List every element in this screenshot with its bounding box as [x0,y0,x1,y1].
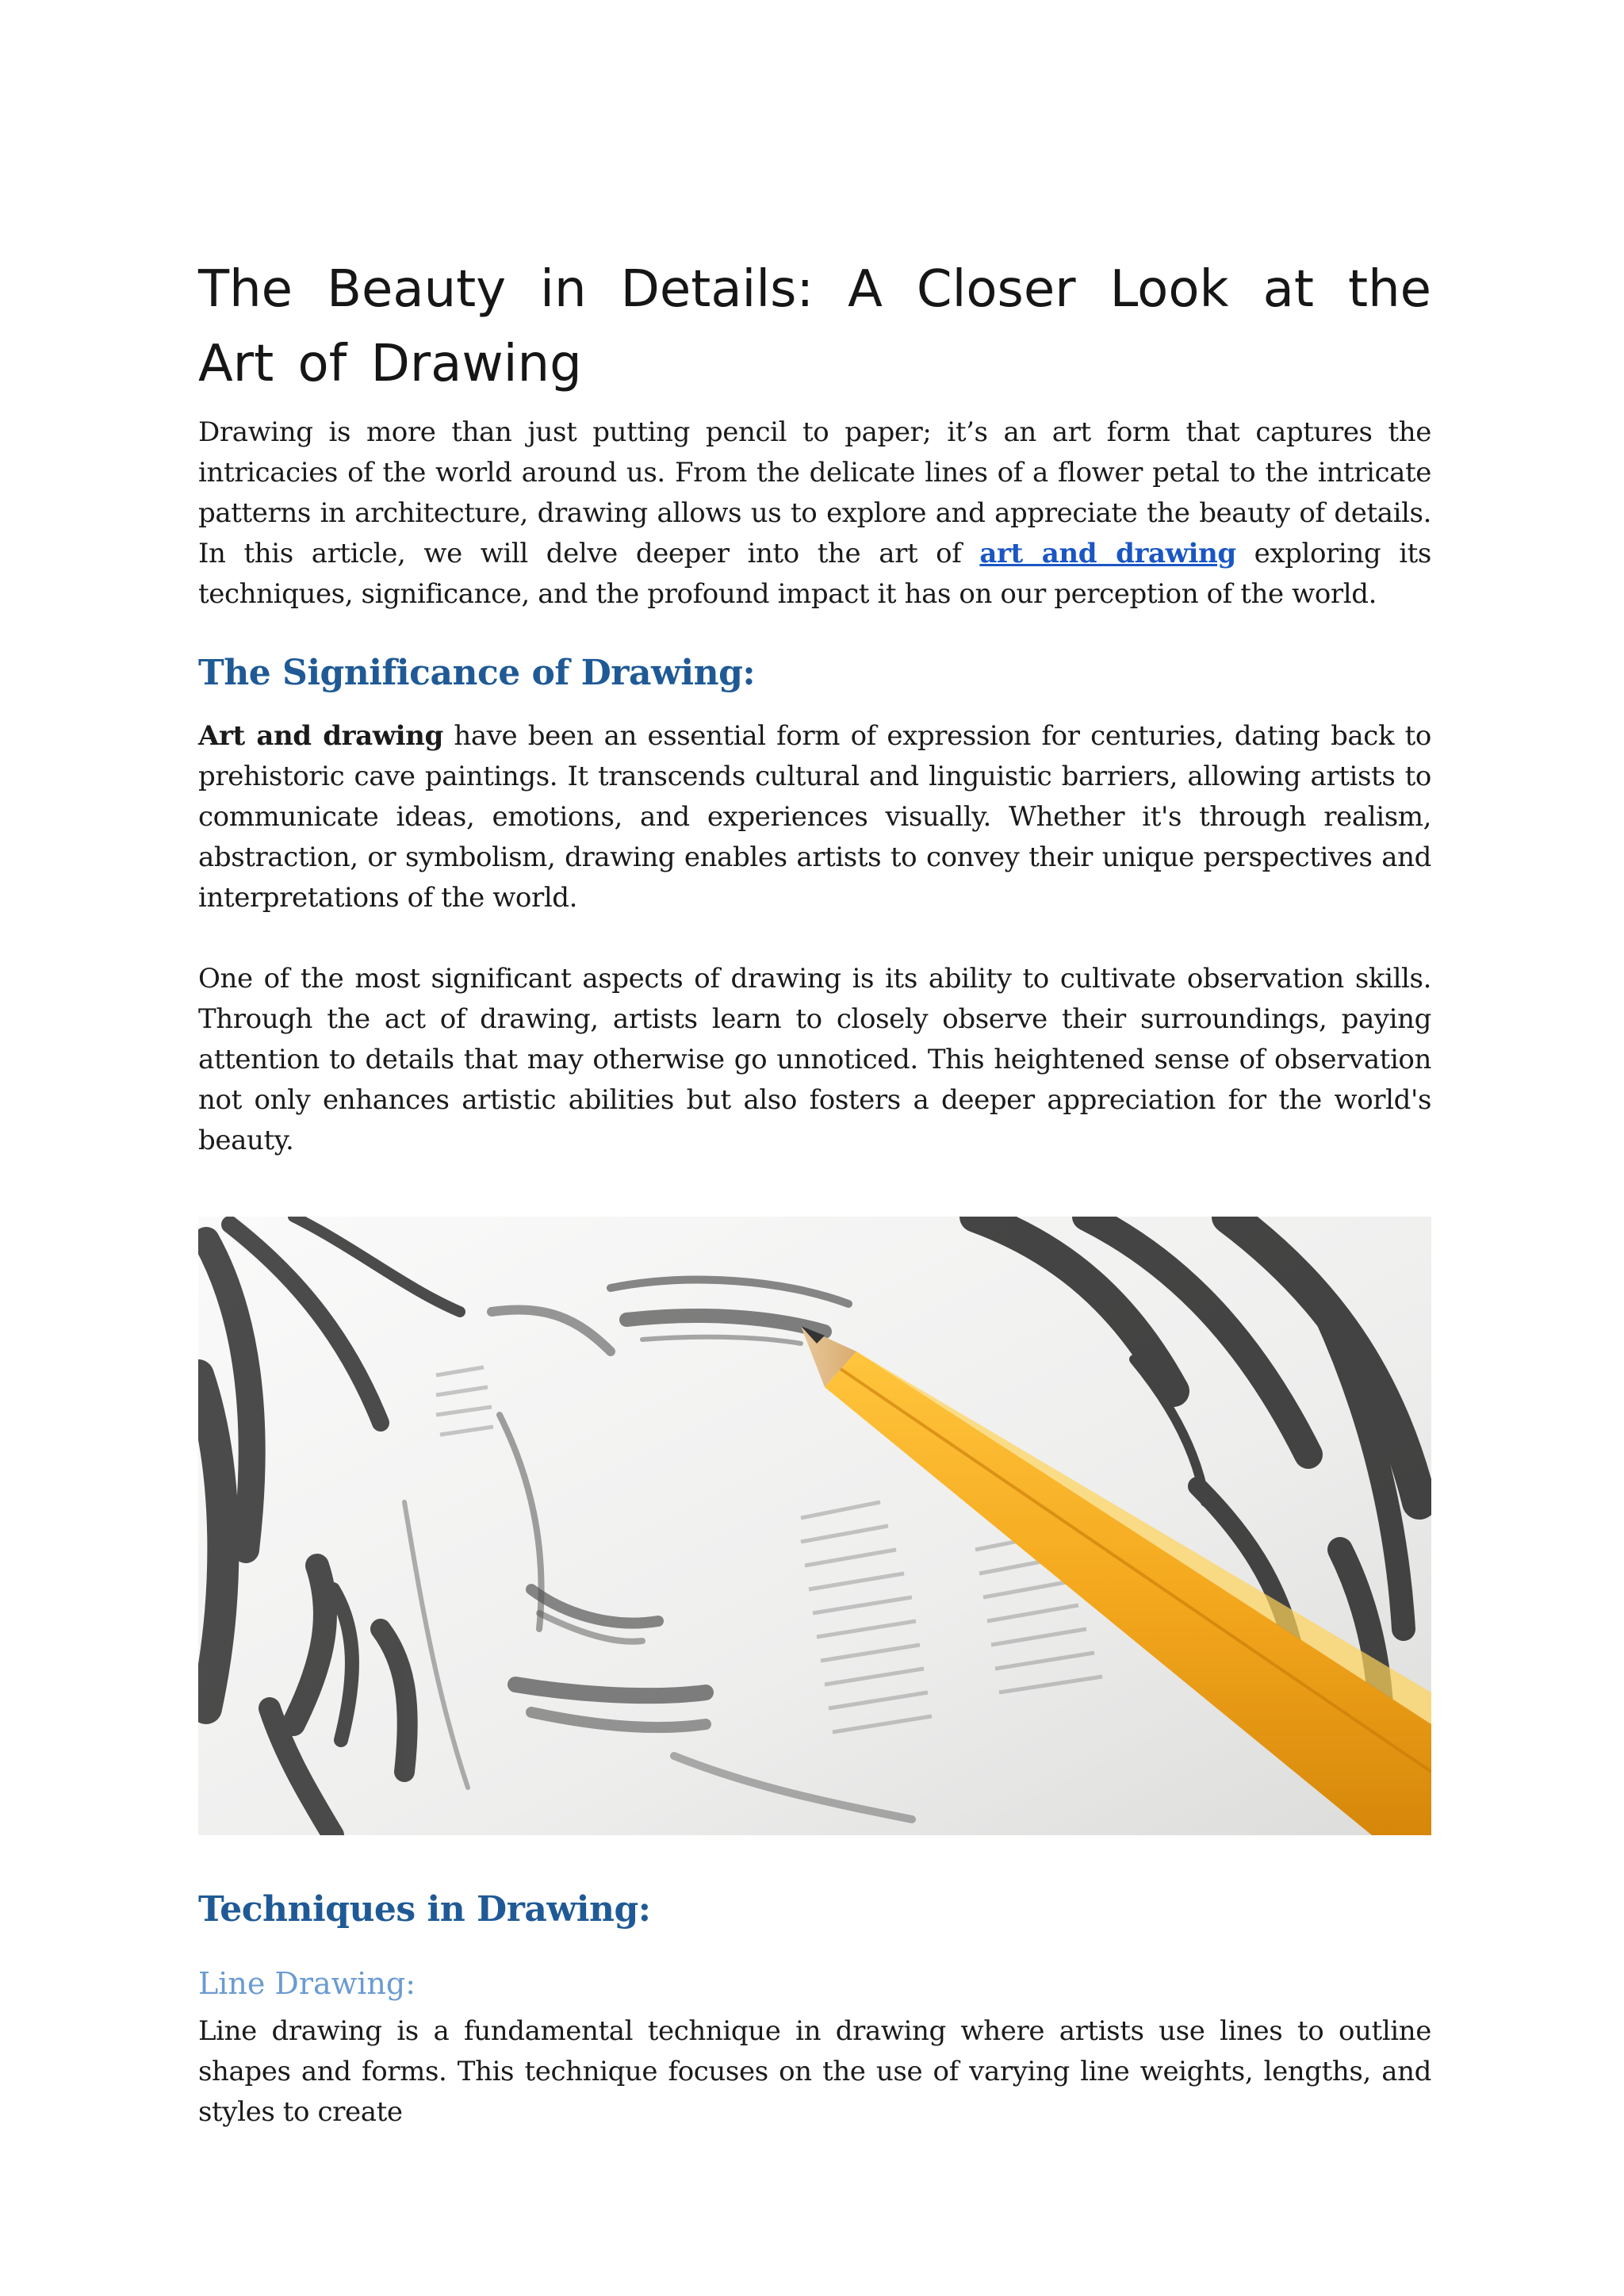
paper-background [198,1217,1431,1835]
significance-heading: The Significance of Drawing: [198,653,756,693]
article-title: The Beauty in Details: A Closer Look at the Art of Drawing [198,260,1431,393]
intro-text-after-link: exploring its techniques, significance, and the profound impact it has on our perception of the world. [198,538,1431,610]
art-and-drawing-link[interactable]: art and drawing [979,538,1236,569]
line-drawing-subheading: Line Drawing: [198,1966,416,2001]
article [198,238,1431,2133]
significance-paragraph-1 [198,716,1431,918]
techniques-heading: Techniques in Drawing: [198,1889,651,1930]
intro-text-before-link: Drawing is more than just putting pencil to paper; it’s an art form that captures the intricacies of the world around us. From the delicate lines of a flower petal to the intricate patterns in architecture, drawing allows us to explore and appreciate the beauty of details. In this article, we will delve deeper into the art of [198,416,1431,569]
significance-paragraph-2: One of the most significant aspects of drawing is its ability to cultivate observation skills. Through the act of drawing, artists learn to closely observe their surroundings, paying attention to details that may otherwise go unnoticed. This heightened sense of observation not only enhances artistic abilities but also fosters a deeper appreciation for the world's beauty. [198,963,1431,1156]
significance-paragraph-1-text: have been an essential form of expression for centuries, dating back to prehistoric cave paintings. It transcends cultural and linguistic barriers, allowing artists to communicate ideas, emotions, and experiences visually. Whether it's through realism, abstraction, or symbolism, drawing enables artists to convey their unique perspectives and interpretations of the world. [198,720,1431,914]
intro-paragraph [198,412,1431,615]
line-drawing-paragraph: Line drawing is a fundamental technique in drawing where artists use lines to outline shapes and forms. This technique focuses on the use of varying line weights, lengths, and styles to create [198,2015,1431,2128]
art-and-drawing-bold: Art and drawing [198,720,443,752]
pencil-sketch-image [198,1217,1431,1835]
